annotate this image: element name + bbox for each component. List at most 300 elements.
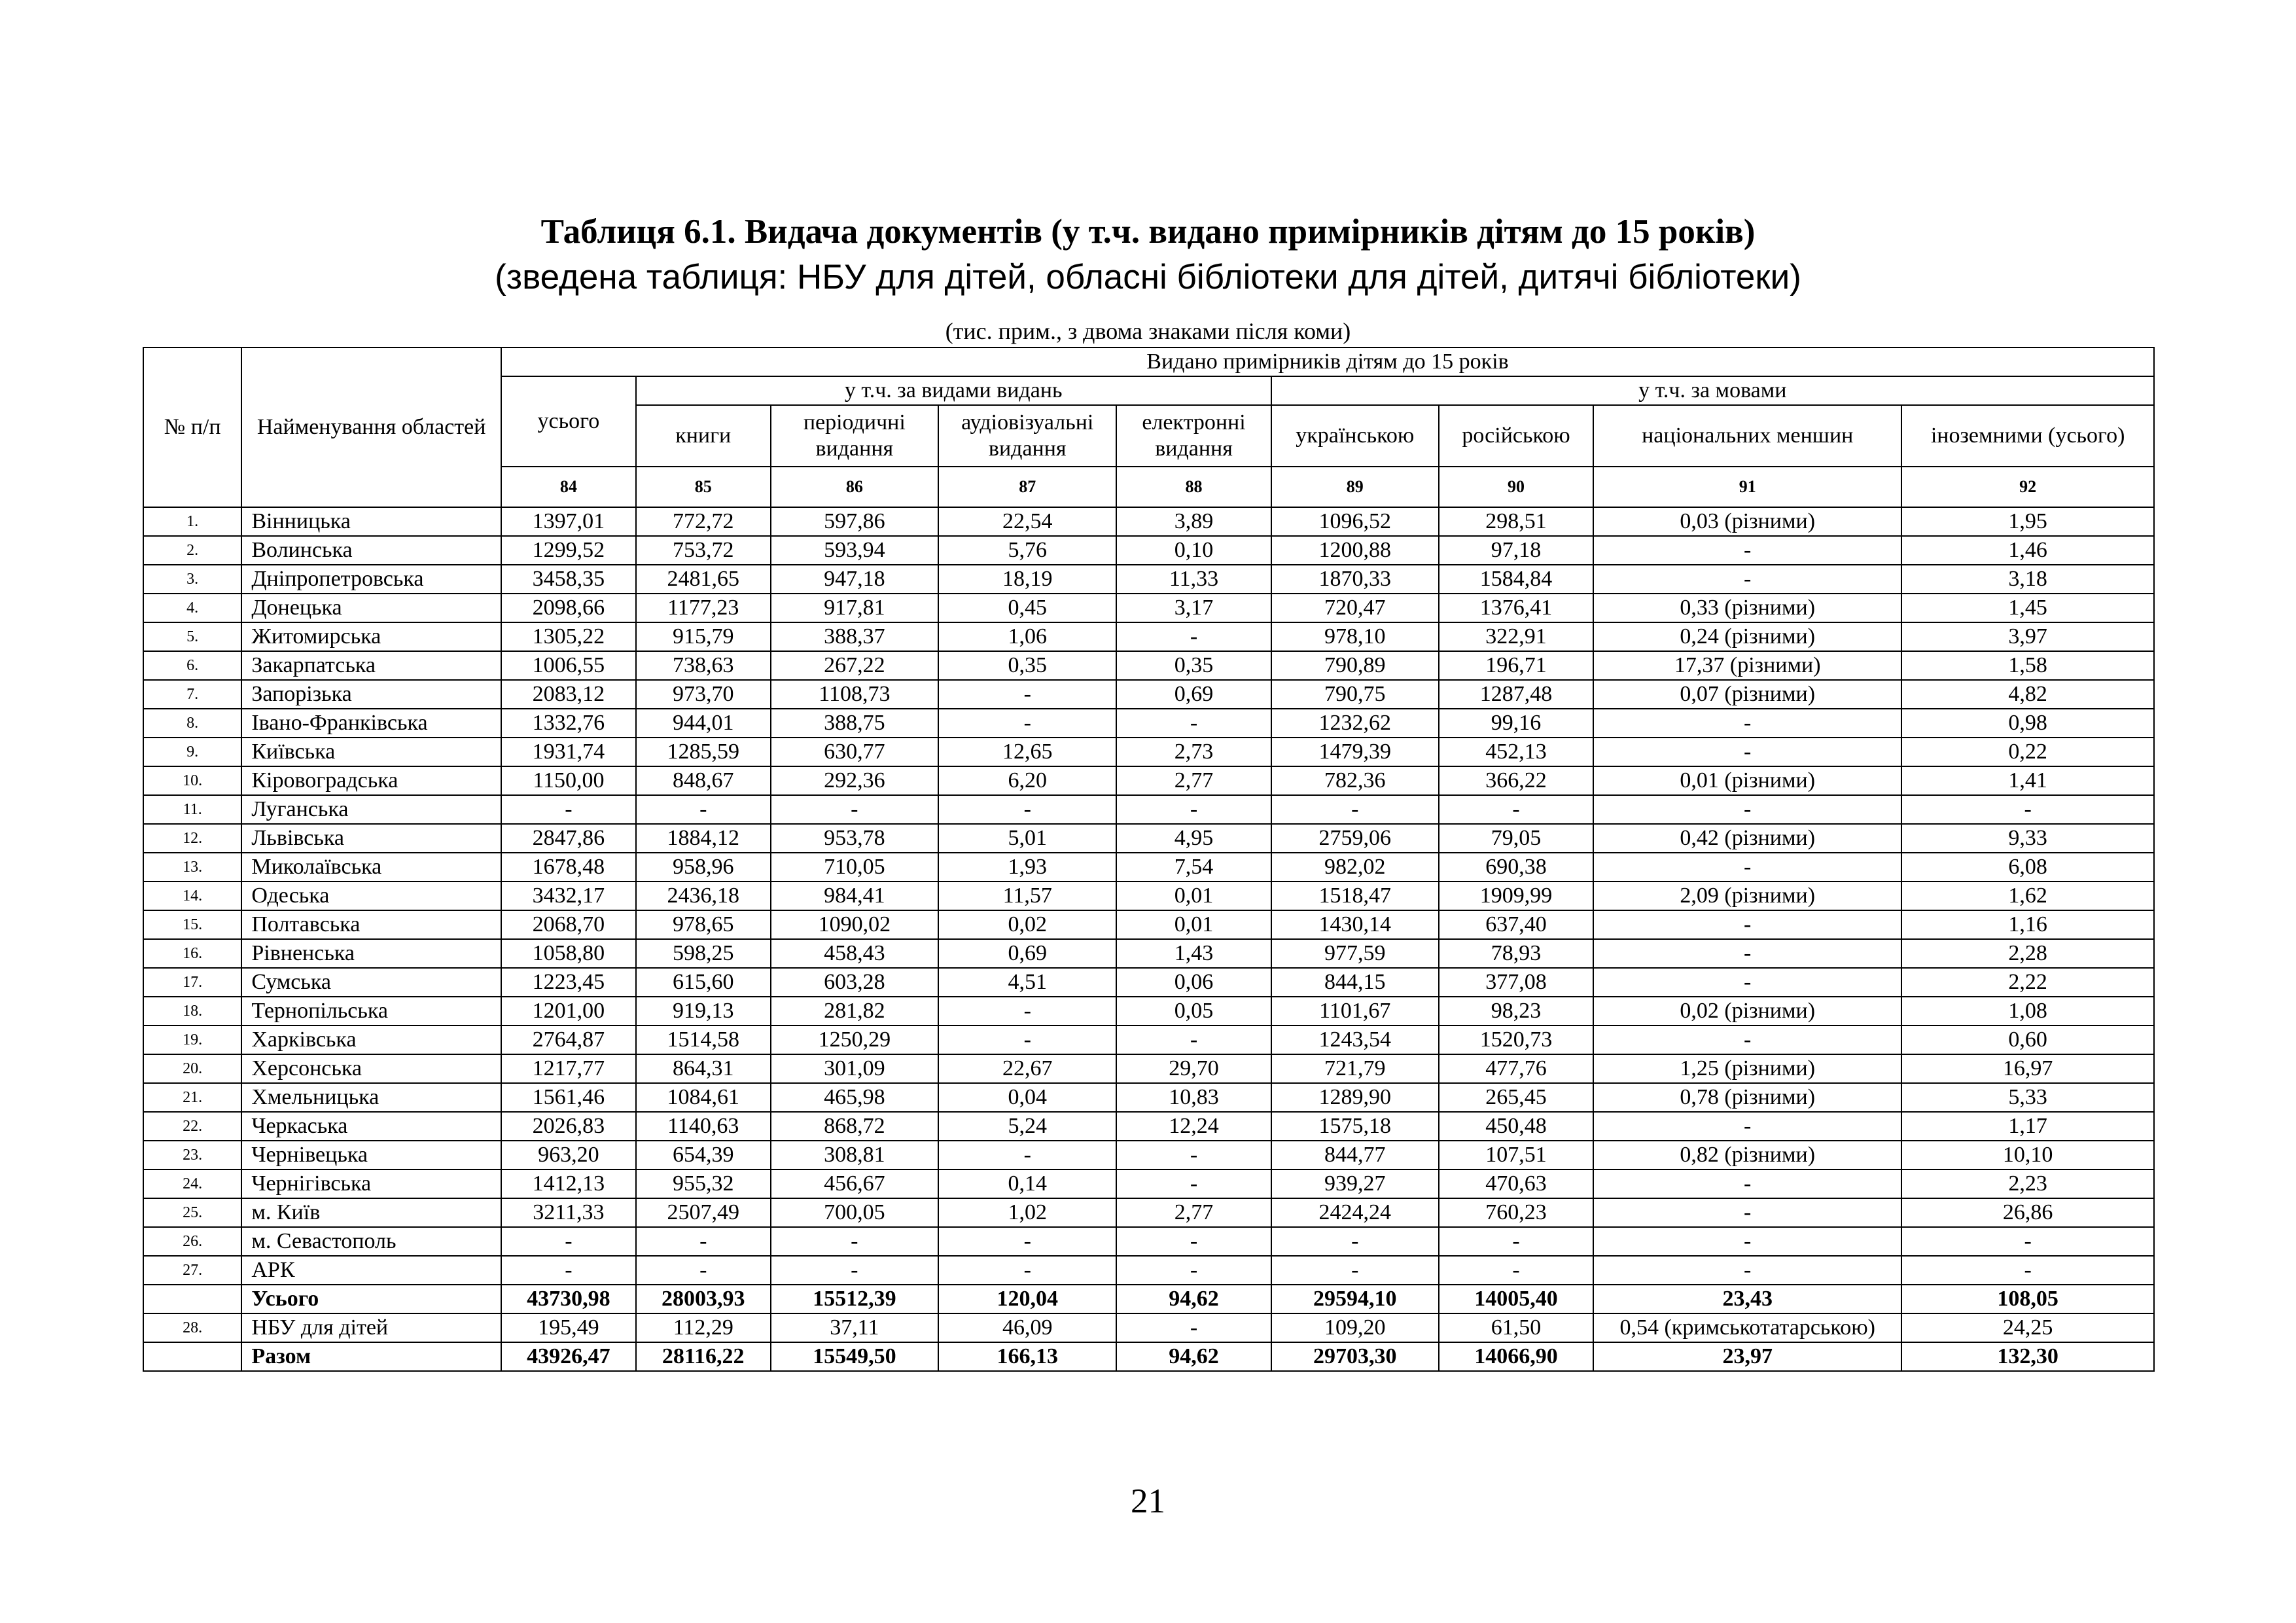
table-cell: 3458,35 [501, 565, 636, 594]
column-number: 88 [1116, 467, 1271, 507]
region-name: Дніпропетровська [241, 565, 501, 594]
table-cell: 615,60 [636, 968, 771, 997]
table-cell: 108,05 [1901, 1285, 2154, 1313]
region-name: Івано-Франківська [241, 709, 501, 738]
row-number: 2. [143, 536, 241, 565]
row-number: 3. [143, 565, 241, 594]
table-cell: 15512,39 [771, 1285, 938, 1313]
region-name: Чернівецька [241, 1141, 501, 1169]
table-cell: 308,81 [771, 1141, 938, 1169]
table-cell: 98,23 [1439, 997, 1593, 1026]
row-number: 10. [143, 766, 241, 795]
table-cell: 16,97 [1901, 1054, 2154, 1083]
table-row [143, 1083, 2154, 1112]
table-cell: 790,75 [1271, 680, 1439, 709]
table-cell: 0,60 [1901, 1026, 2154, 1054]
table-cell: 132,30 [1901, 1342, 2154, 1371]
column-number: 91 [1593, 467, 1901, 507]
table-cell: 0,07 (різними) [1593, 680, 1901, 709]
table-cell: 700,05 [771, 1198, 938, 1227]
table-cell: 0,33 (різними) [1593, 594, 1901, 622]
table-cell: 1678,48 [501, 853, 636, 882]
table-cell: 1520,73 [1439, 1026, 1593, 1054]
table-cell: 637,40 [1439, 910, 1593, 939]
table-cell: - [1593, 968, 1901, 997]
table-row [143, 1227, 2154, 1256]
table-row [143, 1256, 2154, 1285]
column-number: 90 [1439, 467, 1593, 507]
table-cell: - [938, 680, 1116, 709]
table-cell: 593,94 [771, 536, 938, 565]
table-cell: - [1116, 1313, 1271, 1342]
row-number: 22. [143, 1112, 241, 1141]
table-cell: - [1116, 1026, 1271, 1054]
row-number: 28. [143, 1313, 241, 1342]
header-issued: Видано примірників дітям до 15 років [501, 348, 2154, 376]
table-cell: 43730,98 [501, 1285, 636, 1313]
table-cell: 603,28 [771, 968, 938, 997]
table-cell: 43926,47 [501, 1342, 636, 1371]
table-row [143, 1141, 2154, 1169]
table-cell: 22,67 [938, 1054, 1116, 1083]
table-cell: 1,45 [1901, 594, 2154, 622]
table-cell: 721,79 [1271, 1054, 1439, 1083]
table-cell: 2,28 [1901, 939, 2154, 968]
table-cell: 1,06 [938, 622, 1116, 651]
table-cell: 0,69 [938, 939, 1116, 968]
table-cell: - [1593, 1026, 1901, 1054]
table-cell: 1,17 [1901, 1112, 2154, 1141]
region-name: Житомирська [241, 622, 501, 651]
table-cell: 973,70 [636, 680, 771, 709]
table-cell: 5,01 [938, 824, 1116, 853]
header-books: книги [636, 405, 771, 467]
table-cell: - [771, 1227, 938, 1256]
table-cell: 1931,74 [501, 738, 636, 766]
table-cell: 1250,29 [771, 1026, 938, 1054]
region-name: Закарпатська [241, 651, 501, 680]
table-cell: - [938, 709, 1116, 738]
table-cell: 112,29 [636, 1313, 771, 1342]
region-name: м. Севастополь [241, 1227, 501, 1256]
table-cell: 597,86 [771, 507, 938, 536]
table-cell: 720,47 [1271, 594, 1439, 622]
table-cell: 1397,01 [501, 507, 636, 536]
table-row [143, 622, 2154, 651]
table-cell: 0,01 [1116, 910, 1271, 939]
table-cell: 1084,61 [636, 1083, 771, 1112]
table-cell: 1,46 [1901, 536, 2154, 565]
header-ukrainian: українською [1271, 405, 1439, 467]
table-cell: 2507,49 [636, 1198, 771, 1227]
table-cell: 5,33 [1901, 1083, 2154, 1112]
table-cell: - [1593, 910, 1901, 939]
table-cell: 0,24 (різними) [1593, 622, 1901, 651]
table-cell: 1201,00 [501, 997, 636, 1026]
table-cell: 10,83 [1116, 1083, 1271, 1112]
table-cell: 958,96 [636, 853, 771, 882]
table-cell: 868,72 [771, 1112, 938, 1141]
region-name: Донецька [241, 594, 501, 622]
table-cell: 3211,33 [501, 1198, 636, 1227]
table-cell: - [1116, 795, 1271, 824]
table-cell: - [938, 1256, 1116, 1285]
table-cell: 301,09 [771, 1054, 938, 1083]
table-cell: - [501, 1256, 636, 1285]
table-cell: - [1593, 738, 1901, 766]
table-cell: 1177,23 [636, 594, 771, 622]
table-cell: 2,73 [1116, 738, 1271, 766]
table-row [143, 882, 2154, 910]
table-row [143, 997, 2154, 1026]
table-cell: 1884,12 [636, 824, 771, 853]
table-row [143, 766, 2154, 795]
header-minorities: національних меншин [1593, 405, 1901, 467]
table-cell: 953,78 [771, 824, 938, 853]
table-cell: 6,20 [938, 766, 1116, 795]
table-cell: 281,82 [771, 997, 938, 1026]
table-cell: - [938, 1141, 1116, 1169]
table-cell: 0,54 (кримськотатарською) [1593, 1313, 1901, 1342]
table-cell: 2481,65 [636, 565, 771, 594]
table-cell: 18,19 [938, 565, 1116, 594]
table-cell: 322,91 [1439, 622, 1593, 651]
row-number [143, 1342, 241, 1371]
table-cell: 1223,45 [501, 968, 636, 997]
table-cell: 1,02 [938, 1198, 1116, 1227]
table-cell: 1232,62 [1271, 709, 1439, 738]
region-name: Разом [241, 1342, 501, 1371]
table-cell: 15549,50 [771, 1342, 938, 1371]
table-cell: 0,02 [938, 910, 1116, 939]
table-cell: 1289,90 [1271, 1083, 1439, 1112]
table-cell: 0,69 [1116, 680, 1271, 709]
table-cell: 984,41 [771, 882, 938, 910]
table-cell: 772,72 [636, 507, 771, 536]
table-cell: 1870,33 [1271, 565, 1439, 594]
region-name: Одеська [241, 882, 501, 910]
table-cell: - [1593, 536, 1901, 565]
table-cell: - [938, 1227, 1116, 1256]
table-cell: 710,05 [771, 853, 938, 882]
table-cell: 3,89 [1116, 507, 1271, 536]
table-subtitle: (зведена таблиця: НБУ для дітей, обласні бібліотеки для дітей, дитячі бібліотеки) [495, 258, 1801, 296]
table-cell: 1,95 [1901, 507, 2154, 536]
table-row [143, 968, 2154, 997]
table-cell: 14066,90 [1439, 1342, 1593, 1371]
table-row [143, 565, 2154, 594]
table-cell: 1909,99 [1439, 882, 1593, 910]
table-cell: 1,58 [1901, 651, 2154, 680]
table-row [143, 738, 2154, 766]
table-cell: 0,78 (різними) [1593, 1083, 1901, 1112]
header-no: № п/п [143, 348, 241, 507]
column-number: 87 [938, 467, 1116, 507]
table-cell: 1101,67 [1271, 997, 1439, 1026]
header-foreign: іноземними (усього) [1901, 405, 2154, 467]
region-name: Черкаська [241, 1112, 501, 1141]
table-cell: 2764,87 [501, 1026, 636, 1054]
table-cell: 450,48 [1439, 1112, 1593, 1141]
table-cell: 0,04 [938, 1083, 1116, 1112]
table-body [143, 507, 2154, 1371]
row-number: 16. [143, 939, 241, 968]
table-row [143, 1026, 2154, 1054]
row-number: 15. [143, 910, 241, 939]
row-number: 13. [143, 853, 241, 882]
table-cell: - [636, 1227, 771, 1256]
table-cell: 848,67 [636, 766, 771, 795]
table-cell: - [1901, 1256, 2154, 1285]
table-cell: 29703,30 [1271, 1342, 1439, 1371]
region-name: Рівненська [241, 939, 501, 968]
row-number: 14. [143, 882, 241, 910]
region-name: Миколаївська [241, 853, 501, 882]
region-name: Усього [241, 1285, 501, 1313]
table-cell: 97,18 [1439, 536, 1593, 565]
table-cell: 0,45 [938, 594, 1116, 622]
table-cell: 2,23 [1901, 1169, 2154, 1198]
table-cell: 915,79 [636, 622, 771, 651]
table-cell: 12,65 [938, 738, 1116, 766]
table-cell: - [1271, 795, 1439, 824]
table-cell: 29594,10 [1271, 1285, 1439, 1313]
table-cell: 4,51 [938, 968, 1116, 997]
table-cell: 1108,73 [771, 680, 938, 709]
table-cell: 2847,86 [501, 824, 636, 853]
region-name: Херсонська [241, 1054, 501, 1083]
table-cell: 654,39 [636, 1141, 771, 1169]
table-row [143, 680, 2154, 709]
table-cell: 298,51 [1439, 507, 1593, 536]
table-cell: 0,05 [1116, 997, 1271, 1026]
table-row [143, 1054, 2154, 1083]
column-number: 89 [1271, 467, 1439, 507]
table-cell: 0,98 [1901, 709, 2154, 738]
table-cell: - [938, 795, 1116, 824]
table-cell: 1243,54 [1271, 1026, 1439, 1054]
row-number: 8. [143, 709, 241, 738]
table-cell: 844,15 [1271, 968, 1439, 997]
table-cell: 28116,22 [636, 1342, 771, 1371]
table-cell: 1,08 [1901, 997, 2154, 1026]
table-cell: 1305,22 [501, 622, 636, 651]
row-number: 9. [143, 738, 241, 766]
table-cell: 11,57 [938, 882, 1116, 910]
table-row [143, 1112, 2154, 1141]
table-cell: 5,24 [938, 1112, 1116, 1141]
table-cell: 1006,55 [501, 651, 636, 680]
table-cell: 265,45 [1439, 1083, 1593, 1112]
table-cell: - [1439, 1256, 1593, 1285]
table-cell: 120,04 [938, 1285, 1116, 1313]
table-cell: 452,13 [1439, 738, 1593, 766]
table-cell: 919,13 [636, 997, 771, 1026]
row-number: 17. [143, 968, 241, 997]
table-cell: 78,93 [1439, 939, 1593, 968]
page-number: 21 [1131, 1482, 1165, 1520]
table-cell: 2,77 [1116, 1198, 1271, 1227]
table-cell: - [501, 1227, 636, 1256]
table-cell: 0,35 [938, 651, 1116, 680]
table-cell: 28003,93 [636, 1285, 771, 1313]
table-cell: 3,17 [1116, 594, 1271, 622]
table-cell: 955,32 [636, 1169, 771, 1198]
table-cell: - [501, 795, 636, 824]
table-cell: - [1593, 795, 1901, 824]
header-by-type: у т.ч. за видами видань [636, 376, 1271, 405]
region-name: м. Київ [241, 1198, 501, 1227]
table-cell: 1,93 [938, 853, 1116, 882]
table-cell: - [1901, 1227, 2154, 1256]
table-cell: 1518,47 [1271, 882, 1439, 910]
header-electronic: електронні видання [1116, 405, 1271, 467]
header-audiovisual: аудіовізуальні видання [938, 405, 1116, 467]
table-cell: 22,54 [938, 507, 1116, 536]
region-name: Вінницька [241, 507, 501, 536]
table-cell: 2098,66 [501, 594, 636, 622]
table-cell: - [938, 997, 1116, 1026]
table-cell: 0,03 (різними) [1593, 507, 1901, 536]
table-cell: 465,98 [771, 1083, 938, 1112]
table-row [143, 1198, 2154, 1227]
table-cell: - [1116, 1141, 1271, 1169]
table-cell: 1140,63 [636, 1112, 771, 1141]
table-cell: 790,89 [1271, 651, 1439, 680]
region-name: Кіровоградська [241, 766, 501, 795]
table-cell: - [1116, 1256, 1271, 1285]
table-cell: - [1116, 1227, 1271, 1256]
row-number: 1. [143, 507, 241, 536]
table-cell: 2,09 (різними) [1593, 882, 1901, 910]
table-cell: 470,63 [1439, 1169, 1593, 1198]
table-cell: 1332,76 [501, 709, 636, 738]
table-row [143, 709, 2154, 738]
row-number: 5. [143, 622, 241, 651]
region-name: Сумська [241, 968, 501, 997]
row-number [143, 1285, 241, 1313]
table-cell: 939,27 [1271, 1169, 1439, 1198]
table-cell: 3,97 [1901, 622, 2154, 651]
region-name: Тернопільська [241, 997, 501, 1026]
table-cell: 0,10 [1116, 536, 1271, 565]
table-cell: 477,76 [1439, 1054, 1593, 1083]
column-number: 86 [771, 467, 938, 507]
table-cell: - [1593, 1256, 1901, 1285]
table-cell: 94,62 [1116, 1285, 1271, 1313]
table-cell: 292,36 [771, 766, 938, 795]
row-number: 7. [143, 680, 241, 709]
table-header [143, 348, 2154, 507]
table-cell: 944,01 [636, 709, 771, 738]
table-cell: 630,77 [771, 738, 938, 766]
table-cell: - [1271, 1227, 1439, 1256]
table-cell: 1514,58 [636, 1026, 771, 1054]
table-cell: - [1593, 853, 1901, 882]
table-cell: - [1271, 1256, 1439, 1285]
table-cell: 94,62 [1116, 1342, 1271, 1371]
table-cell: 0,01 [1116, 882, 1271, 910]
table-cell: - [1593, 565, 1901, 594]
row-number: 23. [143, 1141, 241, 1169]
table-row [143, 853, 2154, 882]
units-note: (тис. прим., з двома знаками після коми) [945, 318, 1351, 344]
table-cell: 1299,52 [501, 536, 636, 565]
total-row [143, 1342, 2154, 1371]
table-cell: 46,09 [938, 1313, 1116, 1342]
table-cell: - [1593, 1169, 1901, 1198]
table-cell: 366,22 [1439, 766, 1593, 795]
table-cell: 458,43 [771, 939, 938, 968]
table-row [143, 939, 2154, 968]
table-cell: 2,77 [1116, 766, 1271, 795]
table-cell: 99,16 [1439, 709, 1593, 738]
table-cell: 982,02 [1271, 853, 1439, 882]
table-cell: - [1901, 795, 2154, 824]
table-cell: 14005,40 [1439, 1285, 1593, 1313]
table-row [143, 1169, 2154, 1198]
table-cell: 598,25 [636, 939, 771, 968]
row-number: 4. [143, 594, 241, 622]
table-cell: 3432,17 [501, 882, 636, 910]
header-total: усього [501, 376, 636, 467]
table-cell: 0,06 [1116, 968, 1271, 997]
table-cell: 1200,88 [1271, 536, 1439, 565]
table-row [143, 651, 2154, 680]
table-row [143, 536, 2154, 565]
table-cell: 11,33 [1116, 565, 1271, 594]
table-cell: 5,76 [938, 536, 1116, 565]
row-number: 20. [143, 1054, 241, 1083]
table-cell: 0,82 (різними) [1593, 1141, 1901, 1169]
table-cell: 1584,84 [1439, 565, 1593, 594]
table-cell: 1217,77 [501, 1054, 636, 1083]
table-cell: 26,86 [1901, 1198, 2154, 1227]
table-title: Таблиця 6.1. Видача документів (у т.ч. видано примірників дітям до 15 років) [540, 213, 1756, 251]
table-cell: 1090,02 [771, 910, 938, 939]
table-cell: 2436,18 [636, 882, 771, 910]
table-cell: 4,95 [1116, 824, 1271, 853]
table-cell: 7,54 [1116, 853, 1271, 882]
region-name: Київська [241, 738, 501, 766]
table-cell: - [1593, 939, 1901, 968]
region-name: Запорізька [241, 680, 501, 709]
region-name: Чернігівська [241, 1169, 501, 1198]
data-table [143, 347, 2155, 1372]
row-number: 24. [143, 1169, 241, 1198]
table-cell: 195,49 [501, 1313, 636, 1342]
row-number: 26. [143, 1227, 241, 1256]
table-cell: 917,81 [771, 594, 938, 622]
table-cell: 2424,24 [1271, 1198, 1439, 1227]
table-row [143, 824, 2154, 853]
table-cell: 864,31 [636, 1054, 771, 1083]
table-cell: 6,08 [1901, 853, 2154, 882]
table-cell: 782,36 [1271, 766, 1439, 795]
table-cell: 1096,52 [1271, 507, 1439, 536]
table-cell: 1,41 [1901, 766, 2154, 795]
table-cell: 1412,13 [501, 1169, 636, 1198]
table-cell: 0,35 [1116, 651, 1271, 680]
table-cell: 1430,14 [1271, 910, 1439, 939]
region-name: НБУ для дітей [241, 1313, 501, 1342]
table-cell: 4,82 [1901, 680, 2154, 709]
row-number: 25. [143, 1198, 241, 1227]
header-name: Найменування областей [241, 348, 501, 507]
table-cell: 2026,83 [501, 1112, 636, 1141]
table-cell: 23,97 [1593, 1342, 1901, 1371]
table-cell: 978,65 [636, 910, 771, 939]
